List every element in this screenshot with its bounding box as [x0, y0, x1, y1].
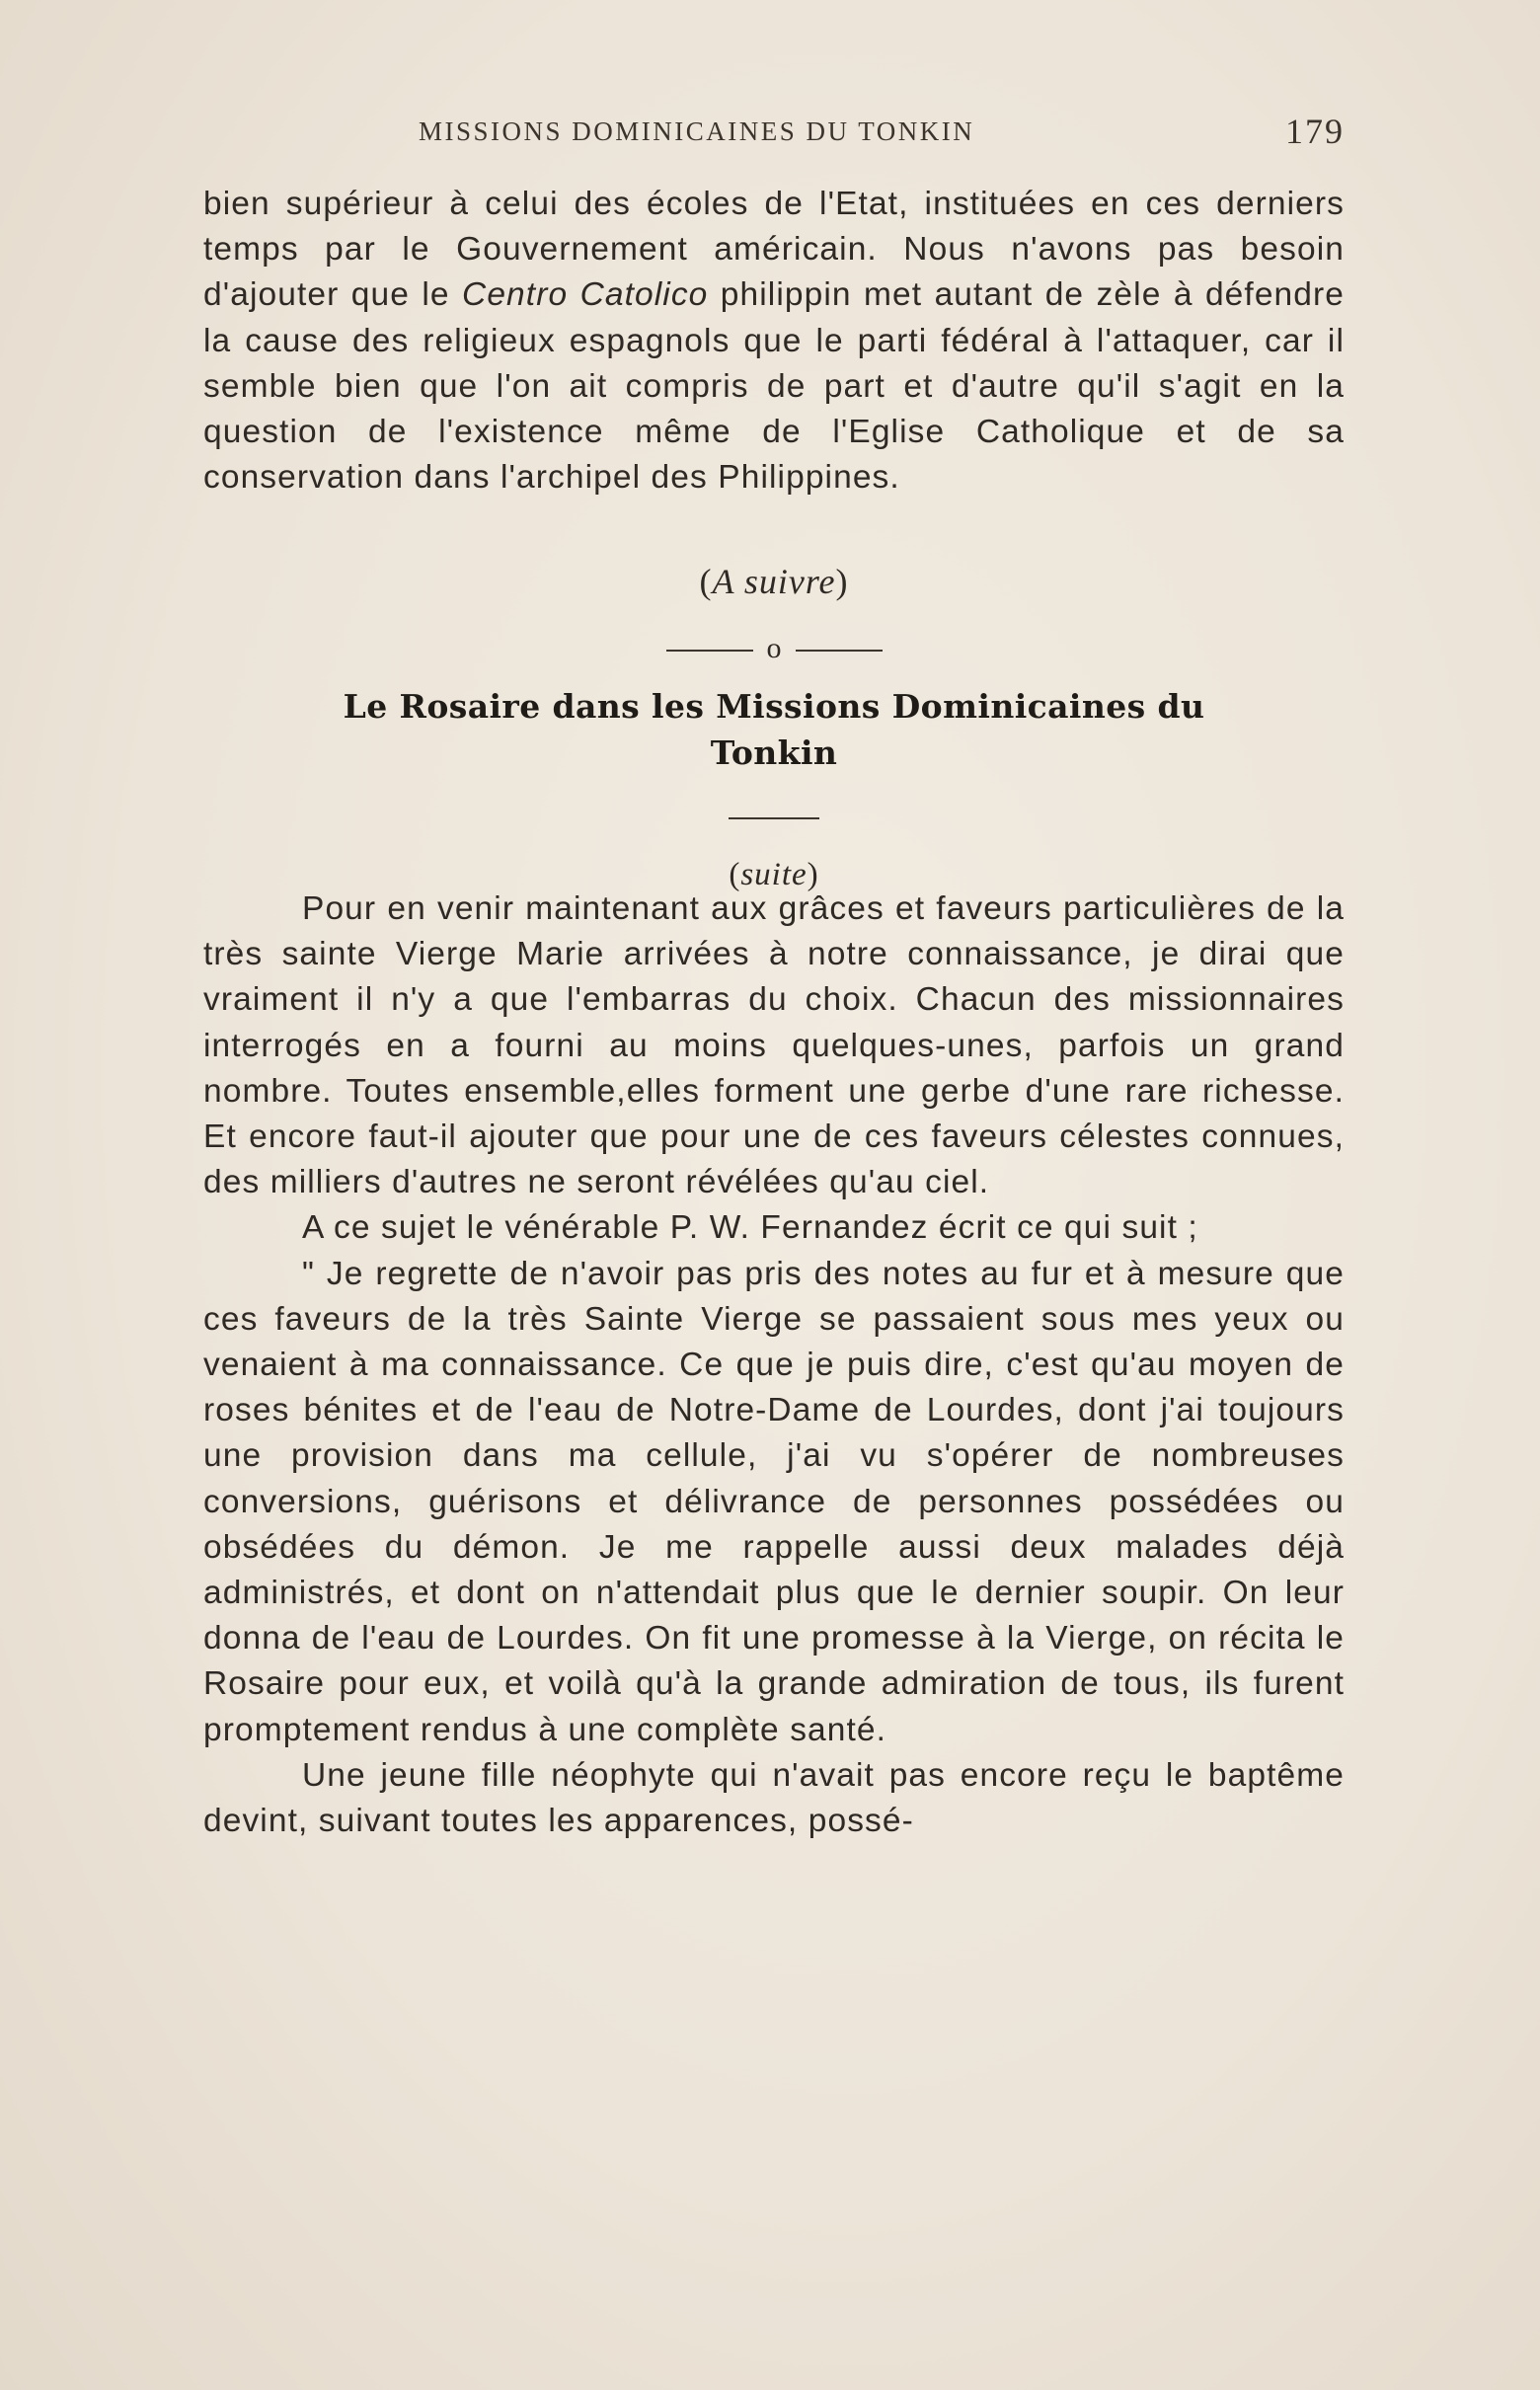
article-paragraph-1: Pour en venir maintenant aux grâces et faveurs particulières de la très sainte Vierge Marie arrivées à notre connaissance, je dirai que vraiment il n'y a que l'embarras du choix. Chacun des missionnaires interrogés en a fourni au moins quelques-unes, parfois un grand nombre. Toutes ensemble,elles forment une gerbe d'une rare richesse. Et encore faut-il ajouter que pour une de ces faveurs célestes connues, des milliers d'autres ne seront révélées qu'au ciel.: [203, 890, 1345, 1201]
article-title: [203, 683, 1345, 776]
to-be-continued: [203, 561, 1345, 602]
running-head: [203, 111, 1345, 162]
suite-close: ): [807, 857, 819, 892]
section-divider: [203, 632, 1345, 671]
to-be-continued-close: ): [835, 562, 849, 601]
to-be-continued-open: (: [699, 562, 713, 601]
page-number: 179: [1285, 112, 1345, 151]
running-title: MISSIONS DOMINICAINES DU TONKIN: [419, 116, 975, 146]
article-title-line-1: Le Rosaire dans les Missions Dominicaines du: [343, 687, 1205, 726]
continued-paragraph-part-2: philippin met autant de zèle à défendre la cause des religieux espagnols que le parti fédéral à l'attaquer, car il semble bien que l'on ait compris de part et d'autre qu'il s'agit en la question de l'existence même de l'Eglise Catholique et de sa conservation dans l'archipel des Philippines.: [203, 276, 1345, 497]
divider-rule-left: [666, 650, 753, 652]
divider-mark: o: [766, 632, 782, 664]
to-be-continued-text: A suivre: [712, 562, 836, 601]
continued-text: [203, 182, 1345, 501]
book-page: [203, 0, 1345, 2390]
article-body: [203, 887, 1345, 1844]
article-paragraph-2: A ce sujet le vénérable P. W. Fernandez écrit ce qui suit ;: [302, 1209, 1198, 1247]
continued-paragraph: [203, 182, 1345, 501]
suite-text: suite: [740, 857, 808, 892]
continued-paragraph-part-1: bien supérieur à celui des écoles de l'Etat, instituées en ces derniers temps par le Gouvernement américain. Nous n'avons pas besoin d'ajouter que le: [203, 186, 1345, 314]
article-paragraph-4: Une jeune fille néophyte qui n'avait pas encore reçu le baptême devint, suivant toutes les apparences, possé-: [203, 1756, 1345, 1840]
article-paragraph-3: " Je regrette de n'avoir pas pris des notes au fur et à mesure que ces faveurs de la très Sainte Vierge se passaient sous mes yeux ou venaient à ma connaissance. Ce que je puis dire, c'est qu'au moyen de roses bénites et de l'eau de Notre-Dame de Lourdes, dont j'ai toujours une provision dans ma cellule, j'ai vu s'opérer de nombreuses conversions, guérisons et délivrance de personnes possédées ou obsédées du démon. Je me rappelle aussi deux malades déjà administrés, et dont on n'attendait plus que le dernier soupir. On leur donna de l'eau de Lourdes. On fit une promesse à la Vierge, on récita le Rosaire pour eux, et voilà qu'à la grande admiration de tous, ils furent promptement rendus à une complète santé.: [203, 1255, 1345, 1748]
divider-rule-right: [796, 650, 883, 652]
suite-open: (: [729, 857, 741, 892]
title-rule: [729, 817, 819, 819]
article-title-line-2: Tonkin: [710, 733, 838, 772]
centro-catolico-italic: Centro Catolico: [462, 276, 709, 314]
